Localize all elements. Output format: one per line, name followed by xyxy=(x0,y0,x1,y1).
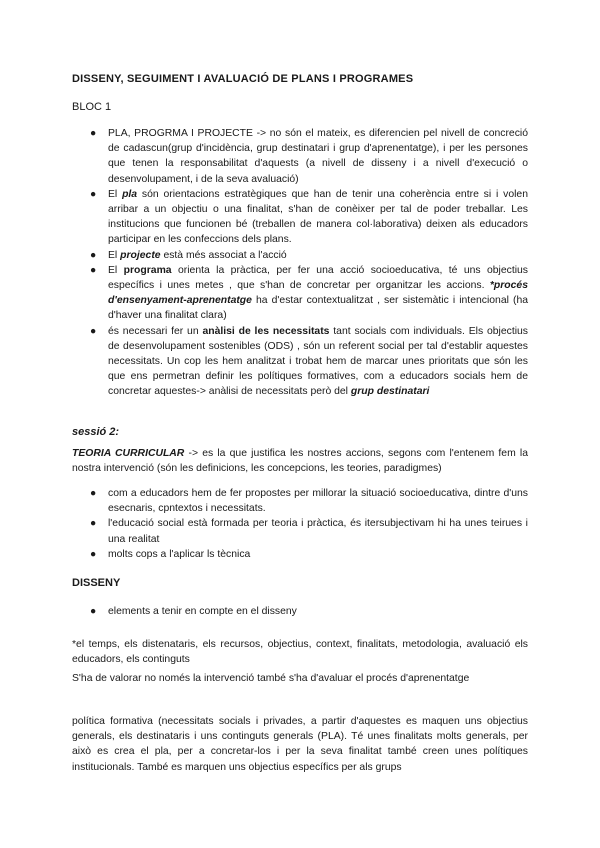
politica-formativa-paragraph: política formativa (necessitats socials i privades, a partir d'aquestes es maquen uns objectius generals, els destinataris i uns continguts generals (PLA). Té unes finalitats molts generals, per això es crea el pla, per a concretar-los i per la seva finalitat també creen unes polítiques institucionals. També es marquen uns objectius específics per als grups xyxy=(72,716,528,773)
list-item: ● elements a tenir en compte en el disseny xyxy=(90,604,528,619)
bullet-icon: ● xyxy=(90,188,97,200)
session-bullet-list xyxy=(90,486,528,562)
bullet-icon: ● xyxy=(90,606,97,617)
list-item: ● és necessari fer un anàlisi de les necessitats tant socials com individuals. Els objectius de desenvolupament sostenibles (ODS) , són un referent social per tal d'establir aquestes necessitats. Un cop les hem analitzat i trobat hem de marcar unes prioritats que són les que ens permetran definir les polítiques formatives, com a educadors socials hem de concretar aquestes-> anàlisi de necessitats però del grup destinatari xyxy=(90,325,528,398)
list-item: ● l'educació social està formada per teoria i pràctica, és itersubjectivam hi ha unes teirues i una realitat xyxy=(90,518,528,545)
valorar-paragraph: S'ha de valorar no només la intervenció també s'ha d'avaluar el procés d'aprenentatge xyxy=(72,673,470,684)
bloc1-bullet-list xyxy=(90,126,528,400)
bullet-icon: ● xyxy=(90,249,97,261)
list-item: ● PLA, PROGRMA I PROJECTE -> no són el mateix, es diferencien pel nivell de concreció de cadascun(grup d'incidència, grup destinatari i grup d'aprenentatge), i per les persones que tenen la responsabilitat d'aquests (a nivell de disseny i a nivell d'execució o desenvolupament, i de la seva avaluació) xyxy=(90,128,528,185)
bullet-icon: ● xyxy=(90,264,97,276)
bullet-icon: ● xyxy=(90,518,97,530)
disseny-bullet-list xyxy=(90,604,528,619)
teoria-curricular-paragraph: TEORIA CURRICULAR -> es la que justifica les nostres accions, segons com l'entenem fem la nostra intervenció (són les definicions, les concepcions, les teories, paradigmes) xyxy=(72,448,528,475)
bullet-icon: ● xyxy=(90,325,97,337)
section-label-bloc: BLOC 1 xyxy=(72,101,112,113)
disseny-heading: DISSENY xyxy=(72,577,121,589)
list-item: ● El programa orienta la pràctica, per fer una acció socioeducativa, té uns objectius específics i unes metes , que s'han de concretar per organitzar les accions. *procés d'ensenyament-aprenentatge ha d'estar contextualitzat , ser sistemàtic i intencional (ha d'haver una finalitat clara) xyxy=(90,264,528,322)
session-heading: sessió 2: xyxy=(72,426,120,438)
bullet-icon: ● xyxy=(90,128,97,139)
elements-paragraph: *el temps, els distenataris, els recursos, objectius, context, finalitats, metodologia, avaluació els educadors, els continguts xyxy=(72,639,528,666)
list-item: ● El projecte està més associat a l'acció xyxy=(90,248,528,263)
document-title: DISSENY, SEGUIMENT I AVALUACIÓ DE PLANS I PROGRAMES xyxy=(72,73,414,85)
bullet-icon: ● xyxy=(90,488,97,499)
bullet-icon: ● xyxy=(90,548,97,560)
list-item: ● El pla són orientacions estratègiques que han de tenir una coherència entre si i volen arribar a un objectiu o una finalitat, s'han de conèixer per tal de poder treballar. Les institucions que funcionen bé (treballen de manera col·laborativa) deixen als educadors participar en les confeccions dels plans. xyxy=(90,188,528,246)
list-item: ● com a educadors hem de fer propostes per millorar la situació socioeducativa, dintre d'uns esecnaris, cpntextos i necessitats. xyxy=(90,488,528,515)
list-item: ● molts cops a l'aplicar ls tècnica xyxy=(90,547,528,562)
